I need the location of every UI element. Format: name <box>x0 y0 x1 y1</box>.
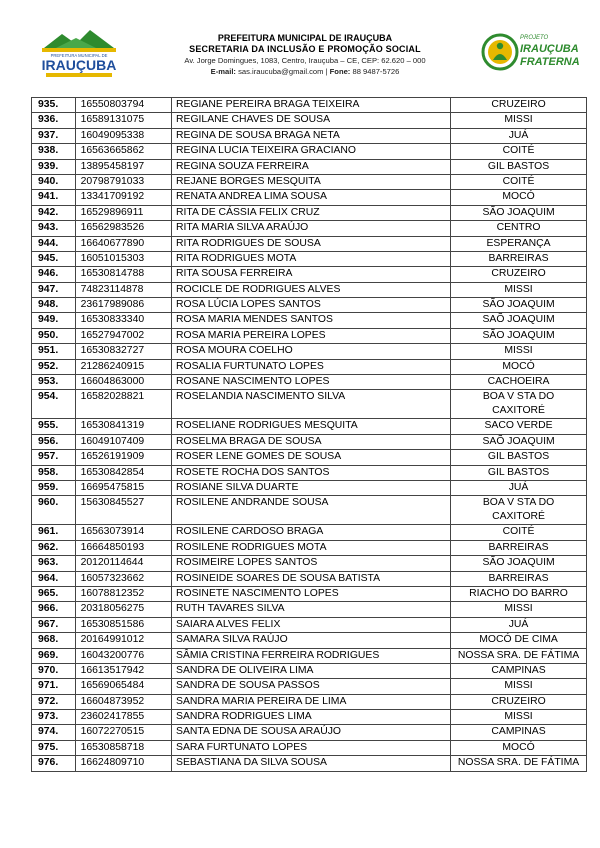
row-number: 948. <box>32 298 76 313</box>
locality: SÃO JOAQUIM <box>451 328 587 343</box>
person-name: SANTA EDNA DE SOUSA ARAÚJO <box>172 725 451 740</box>
nis-number: 16640677890 <box>75 236 171 251</box>
locality: BARREIRAS <box>451 540 587 555</box>
row-number: 957. <box>32 450 76 465</box>
table-row <box>32 740 587 755</box>
row-number: 976. <box>32 756 76 771</box>
person-name: REGILANE CHAVES DE SOUSA <box>172 113 451 128</box>
nis-number: 16664850193 <box>75 540 171 555</box>
row-number: 940. <box>32 174 76 189</box>
locality: GIL BASTOS <box>451 159 587 174</box>
person-name: ROSELANDIA NASCIMENTO SILVA <box>172 390 451 419</box>
nis-number: 16530842854 <box>75 465 171 480</box>
locality: MOCÓ DE CIMA <box>451 633 587 648</box>
row-number: 968. <box>32 633 76 648</box>
row-number: 951. <box>32 344 76 359</box>
table-row <box>32 633 587 648</box>
nis-number: 16530851586 <box>75 617 171 632</box>
nis-number: 16563073914 <box>75 525 171 540</box>
nis-number: 16526191909 <box>75 450 171 465</box>
row-number: 954. <box>32 390 76 419</box>
table-row <box>32 144 587 159</box>
header-contact: E-mail: sas.iraucuba@gmail.com | Fone: 88 9487-5726 <box>210 67 400 76</box>
locality: MOCÓ <box>451 740 587 755</box>
table-row <box>32 586 587 601</box>
table-row <box>32 434 587 449</box>
person-name: ROSA MARIA MENDES SANTOS <box>172 313 451 328</box>
email-value: sas.iraucuba@gmail.com <box>238 67 324 76</box>
person-name: REGINA DE SOUSA BRAGA NETA <box>172 128 451 143</box>
person-name: RITA RODRIGUES MOTA <box>172 251 451 266</box>
phone-value: 88 9487-5726 <box>352 67 400 76</box>
locality: SAÕ JOAQUIM <box>451 313 587 328</box>
row-number: 949. <box>32 313 76 328</box>
row-number: 967. <box>32 617 76 632</box>
person-name: REGINA LUCIA TEIXEIRA GRACIANO <box>172 144 451 159</box>
nis-number: 16051015303 <box>75 251 171 266</box>
person-name: ROSER LENE GOMES DE SOUSA <box>172 450 451 465</box>
table-row <box>32 480 587 495</box>
locality: MOCÓ <box>451 359 587 374</box>
row-number: 935. <box>32 98 76 113</box>
person-name: ROSELIANE RODRIGUES MESQUITA <box>172 419 451 434</box>
table-row <box>32 725 587 740</box>
person-name: RITA RODRIGUES DE SOUSA <box>172 236 451 251</box>
person-name: SANDRA RODRIGUES LIMA <box>172 710 451 725</box>
table-row <box>32 205 587 220</box>
nis-number: 16049095338 <box>75 128 171 143</box>
table-row <box>32 298 587 313</box>
person-name: SAIARA ALVES FELIX <box>172 617 451 632</box>
nis-number: 16563665862 <box>75 144 171 159</box>
row-number: 943. <box>32 221 76 236</box>
locality: COITÉ <box>451 144 587 159</box>
locality: NOSSA SRA. DE FÁTIMA <box>451 648 587 663</box>
locality: RIACHO DO BARRO <box>451 586 587 601</box>
person-name: SANDRA DE SOUSA PASSOS <box>172 679 451 694</box>
row-number: 937. <box>32 128 76 143</box>
row-number: 962. <box>32 540 76 555</box>
row-number: 936. <box>32 113 76 128</box>
person-name: REGIANE PEREIRA BRAGA TEIXEIRA <box>172 98 451 113</box>
table-row <box>32 159 587 174</box>
header-text-block <box>150 33 460 77</box>
locality: CRUZEIRO <box>451 267 587 282</box>
row-number: 945. <box>32 251 76 266</box>
row-number: 975. <box>32 740 76 755</box>
person-name: ROSILENE ANDRANDE SOUSA <box>172 496 451 525</box>
row-number: 955. <box>32 419 76 434</box>
row-number: 944. <box>32 236 76 251</box>
table-row <box>32 496 587 525</box>
nis-number: 16613517942 <box>75 663 171 678</box>
person-name: ROSIMEIRE LOPES SANTOS <box>172 556 451 571</box>
locality: CAMPINAS <box>451 663 587 678</box>
nis-number: 23602417855 <box>75 710 171 725</box>
table-row <box>32 328 587 343</box>
locality: GIL BASTOS <box>451 450 587 465</box>
locality: BOA V STA DO CAXITORÉ <box>451 390 587 419</box>
row-number: 947. <box>32 282 76 297</box>
row-number: 960. <box>32 496 76 525</box>
table-row <box>32 756 587 771</box>
table-row <box>32 174 587 189</box>
row-number: 942. <box>32 205 76 220</box>
person-name: ROSIANE SILVA DUARTE <box>172 480 451 495</box>
nis-number: 20164991012 <box>75 633 171 648</box>
locality: MISSI <box>451 679 587 694</box>
page-header <box>0 0 600 96</box>
row-number: 953. <box>32 375 76 390</box>
locality: SÃO JOAQUIM <box>451 556 587 571</box>
nis-number: 15630845527 <box>75 496 171 525</box>
table-row <box>32 313 587 328</box>
projeto-iraucuba-fraterna-logo <box>480 28 580 76</box>
person-name: RITA DE CÁSSIA FELIX CRUZ <box>172 205 451 220</box>
nis-number: 16529896911 <box>75 205 171 220</box>
nis-number: 13895458197 <box>75 159 171 174</box>
person-name: RITA SOUSA FERREIRA <box>172 267 451 282</box>
row-number: 946. <box>32 267 76 282</box>
person-name: ROSA MOURA COELHO <box>172 344 451 359</box>
row-number: 969. <box>32 648 76 663</box>
table-row <box>32 556 587 571</box>
locality: CAMPINAS <box>451 725 587 740</box>
table-row <box>32 128 587 143</box>
table-row <box>32 359 587 374</box>
logo-fraterna-text: FRATERNA <box>520 56 580 68</box>
nis-number: 74823114878 <box>75 282 171 297</box>
person-name: RUTH TAVARES SILVA <box>172 602 451 617</box>
nis-number: 13341709192 <box>75 190 171 205</box>
nis-number: 16530814788 <box>75 267 171 282</box>
locality: JUÁ <box>451 128 587 143</box>
row-number: 974. <box>32 725 76 740</box>
table-row <box>32 663 587 678</box>
row-number: 950. <box>32 328 76 343</box>
nis-number: 20798791033 <box>75 174 171 189</box>
nis-number: 16530858718 <box>75 740 171 755</box>
person-name: SANDRA DE OLIVEIRA LIMA <box>172 663 451 678</box>
nis-number: 16530841319 <box>75 419 171 434</box>
row-number: 938. <box>32 144 76 159</box>
table-row <box>32 251 587 266</box>
phone-label: Fone: <box>329 67 351 76</box>
nis-number: 16562983526 <box>75 221 171 236</box>
locality: MISSI <box>451 602 587 617</box>
prefeitura-iraucuba-logo <box>36 26 122 80</box>
locality: CENTRO <box>451 221 587 236</box>
person-name: ROSETE ROCHA DOS SANTOS <box>172 465 451 480</box>
row-number: 958. <box>32 465 76 480</box>
header-title: PREFEITURA MUNICIPAL DE IRAUÇUBA <box>217 33 393 43</box>
row-number: 941. <box>32 190 76 205</box>
person-name: ROSINEIDE SOARES DE SOUSA BATISTA <box>172 571 451 586</box>
nis-number: 16530833340 <box>75 313 171 328</box>
locality: SACO VERDE <box>451 419 587 434</box>
locality: BOA V STA DO CAXITORÉ <box>451 496 587 525</box>
person-name: ROSANE NASCIMENTO LOPES <box>172 375 451 390</box>
locality: COITÉ <box>451 174 587 189</box>
row-number: 959. <box>32 480 76 495</box>
person-name: SEBASTIANA DA SILVA SOUSA <box>172 756 451 771</box>
table-row <box>32 419 587 434</box>
locality: NOSSA SRA. DE FÁTIMA <box>451 756 587 771</box>
locality: SÃO JOAQUIM <box>451 298 587 313</box>
person-name: RITA MARIA SILVA ARAÚJO <box>172 221 451 236</box>
locality: SAÕ JOAQUIM <box>451 434 587 449</box>
table-row <box>32 602 587 617</box>
logo-projeto-text: PROJETO <box>520 35 549 41</box>
table-row <box>32 390 587 419</box>
row-number: 965. <box>32 586 76 601</box>
row-number: 952. <box>32 359 76 374</box>
person-name: SARA FURTUNATO LOPES <box>172 740 451 755</box>
nis-number: 16072270515 <box>75 725 171 740</box>
table-row <box>32 710 587 725</box>
nis-number: 16569065484 <box>75 679 171 694</box>
row-number: 939. <box>32 159 76 174</box>
locality: MISSI <box>451 344 587 359</box>
locality: MISSI <box>451 113 587 128</box>
row-number: 956. <box>32 434 76 449</box>
locality: SÃO JOAQUIM <box>451 205 587 220</box>
row-number: 961. <box>32 525 76 540</box>
locality: GIL BASTOS <box>451 465 587 480</box>
table-row <box>32 344 587 359</box>
table-row <box>32 236 587 251</box>
row-number: 963. <box>32 556 76 571</box>
person-name: REJANE BORGES MESQUITA <box>172 174 451 189</box>
locality: COITÉ <box>451 525 587 540</box>
table-row <box>32 525 587 540</box>
nis-number: 16550803794 <box>75 98 171 113</box>
row-number: 971. <box>32 679 76 694</box>
table-row <box>32 221 587 236</box>
locality: MISSI <box>451 282 587 297</box>
logo-iraucuba-text: IRAUÇUBA <box>41 57 117 73</box>
table-row <box>32 679 587 694</box>
locality: MISSI <box>451 710 587 725</box>
nis-number: 20318056275 <box>75 602 171 617</box>
person-name: SANDRA MARIA PEREIRA DE LIMA <box>172 694 451 709</box>
nis-number: 16043200776 <box>75 648 171 663</box>
locality: BARREIRAS <box>451 571 587 586</box>
table-row <box>32 450 587 465</box>
person-name: ROSINETE NASCIMENTO LOPES <box>172 586 451 601</box>
person-name: RENATA ANDREA LIMA SOUSA <box>172 190 451 205</box>
person-name: ROSELMA BRAGA DE SOUSA <box>172 434 451 449</box>
nis-number: 20120114644 <box>75 556 171 571</box>
header-secretaria: SECRETARIA DA INCLUSÃO E PROMOÇÃO SOCIAL <box>189 44 421 54</box>
nis-number: 16530832727 <box>75 344 171 359</box>
row-number: 970. <box>32 663 76 678</box>
email-label: E-mail: <box>210 67 236 76</box>
person-name: ROSA MARIA PEREIRA LOPES <box>172 328 451 343</box>
locality: BARREIRAS <box>451 251 587 266</box>
locality: CACHOEIRA <box>451 375 587 390</box>
table-row <box>32 694 587 709</box>
person-name: SAMARA SILVA RAÚJO <box>172 633 451 648</box>
person-name: REGINA SOUZA FERREIRA <box>172 159 451 174</box>
nis-number: 16057323662 <box>75 571 171 586</box>
nis-number: 23617989086 <box>75 298 171 313</box>
table-row <box>32 571 587 586</box>
person-name: ROSILENE CARDOSO BRAGA <box>172 525 451 540</box>
nis-number: 16604863000 <box>75 375 171 390</box>
table-row <box>32 98 587 113</box>
nis-number: 16582028821 <box>75 390 171 419</box>
table-row <box>32 648 587 663</box>
nis-number: 16049107409 <box>75 434 171 449</box>
table-row <box>32 282 587 297</box>
table-row <box>32 267 587 282</box>
row-number: 964. <box>32 571 76 586</box>
row-number: 973. <box>32 710 76 725</box>
person-name: SÂMIA CRISTINA FERREIRA RODRIGUES <box>172 648 451 663</box>
person-name: ROSA LÚCIA LOPES SANTOS <box>172 298 451 313</box>
row-number: 972. <box>32 694 76 709</box>
nis-number: 16624809710 <box>75 756 171 771</box>
table-row <box>32 617 587 632</box>
table-row <box>32 540 587 555</box>
nis-number: 21286240915 <box>75 359 171 374</box>
row-number: 966. <box>32 602 76 617</box>
locality: MOCÓ <box>451 190 587 205</box>
nis-number: 16604873952 <box>75 694 171 709</box>
person-name: ROSILENE RODRIGUES MOTA <box>172 540 451 555</box>
logo-small-text: PREFEITURA MUNICIPAL DE <box>50 53 108 58</box>
nis-number: 16589131075 <box>75 113 171 128</box>
table-row <box>32 190 587 205</box>
person-name: ROCICLE DE RODRIGUES ALVES <box>172 282 451 297</box>
nis-number: 16695475815 <box>75 480 171 495</box>
table-row <box>32 113 587 128</box>
locality: JUÁ <box>451 617 587 632</box>
table-row <box>32 375 587 390</box>
header-address: Av. Jorge Domingues, 1083, Centro, Irauçuba – CE, CEP: 62.620 – 000 <box>184 56 426 65</box>
locality: CRUZEIRO <box>451 98 587 113</box>
beneficiaries-table <box>31 97 587 772</box>
nis-number: 16078812352 <box>75 586 171 601</box>
logo-iraucuba-right-text: IRAUÇUBA <box>520 43 579 55</box>
table-row <box>32 465 587 480</box>
locality: ESPERANÇA <box>451 236 587 251</box>
locality: CRUZEIRO <box>451 694 587 709</box>
person-name: ROSALIA FURTUNATO LOPES <box>172 359 451 374</box>
nis-number: 16527947002 <box>75 328 171 343</box>
locality: JUÁ <box>451 480 587 495</box>
